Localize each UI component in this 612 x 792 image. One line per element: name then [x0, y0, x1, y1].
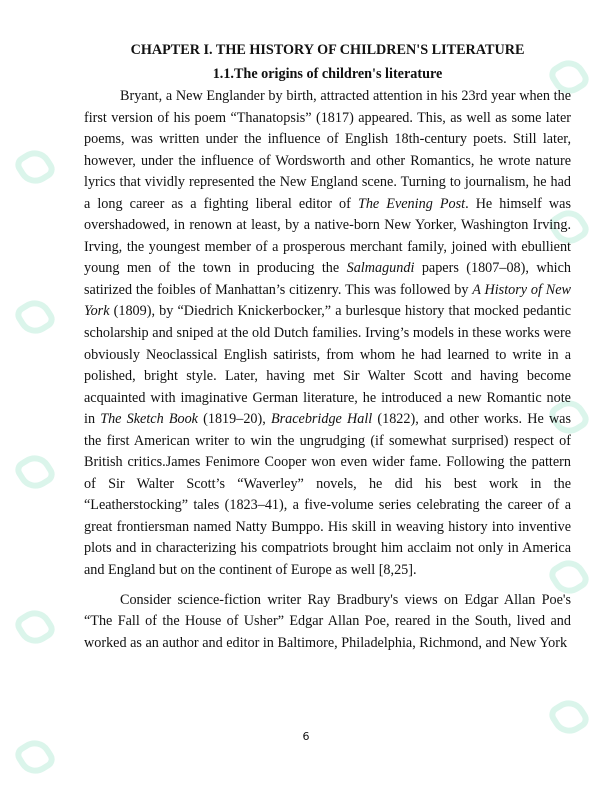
- text-run: papers (1807–08), which satirized the foibles of Manhattan’s citizenry. This was followed by: [84, 260, 571, 298]
- paragraph-2: Consider science-fiction writer Ray Bradbury's views on Edgar Allan Poe's “The Fall of the House of Usher” Edgar Allan Poe, reared in the South, lived and worked as an author and editor in Baltimore, Philadelphia, Richmond, and New York: [84, 591, 571, 651]
- text-run: (1809), by “Diedrich Knickerbocker,” a burlesque history that mocked pedantic scholarship and sniped at the old Dutch families. Irving’s models in these works were obviously Neoclassical English satirists, from whom he had learned to write in a polished, bright style. Later, having met Sir Walter Scott and having become acquainted with imaginative German literature, he introduced a new Romantic note in: [84, 303, 571, 428]
- page-body: [84, 40, 571, 654]
- section-title: 1.1.The origins of children's literature: [212, 66, 443, 82]
- page-number: 6: [302, 730, 310, 743]
- italic-title: A History of New York: [84, 281, 571, 320]
- text-run: Bryant, a New Englander by birth, attracted attention in his 23rd year when the first version of his poem “Thanatopsis” (1817) appeared. This, as well as some later poems, was written under the influence of English 18th-century poets. Still later, however, under the influence of Wordsworth and other Romantics, he wrote nature lyrics that vividly represented the New England scene. Turning to journalism, he had a long career as a fighting liberal editor of: [84, 88, 571, 212]
- italic-title: Salmagundi: [346, 260, 415, 277]
- italic-title: Bracebridge Hall: [270, 411, 373, 428]
- italic-title: The Evening Post: [357, 195, 466, 212]
- text-run: (1822), and other works. He was the first American writer to win the ungrudging (if somewhat surprised) respect of British critics.James Fenimore Cooper won even wider fame. Following the pattern of Sir Walter Scott’s “Waverley” novels, he did his best work in the “Leatherstocking” tales (1823–41), a five-volume series celebrating the career of a great frontiersman named Natty Bumppo. His skill in weaving history into inventive plots and in characterizing his compatriots brought him acclaim not only in America and England but on the continent of Europe as well [8,25].: [84, 411, 572, 579]
- text-run: . He himself was overshadowed, in renown at least, by a native-born New Yorker, Washington Irving. Irving, the youngest member of a prosperous merchant family, joined with ebullient young men of the town in producing the: [84, 195, 571, 277]
- watermark-left: [18, 0, 58, 792]
- chapter-title: CHAPTER I. THE HISTORY OF CHILDREN'S LITERATURE: [130, 42, 525, 58]
- italic-title: The Sketch Book: [100, 411, 198, 428]
- text-run: (1819–20),: [197, 411, 271, 428]
- paragraph-1: [84, 86, 571, 582]
